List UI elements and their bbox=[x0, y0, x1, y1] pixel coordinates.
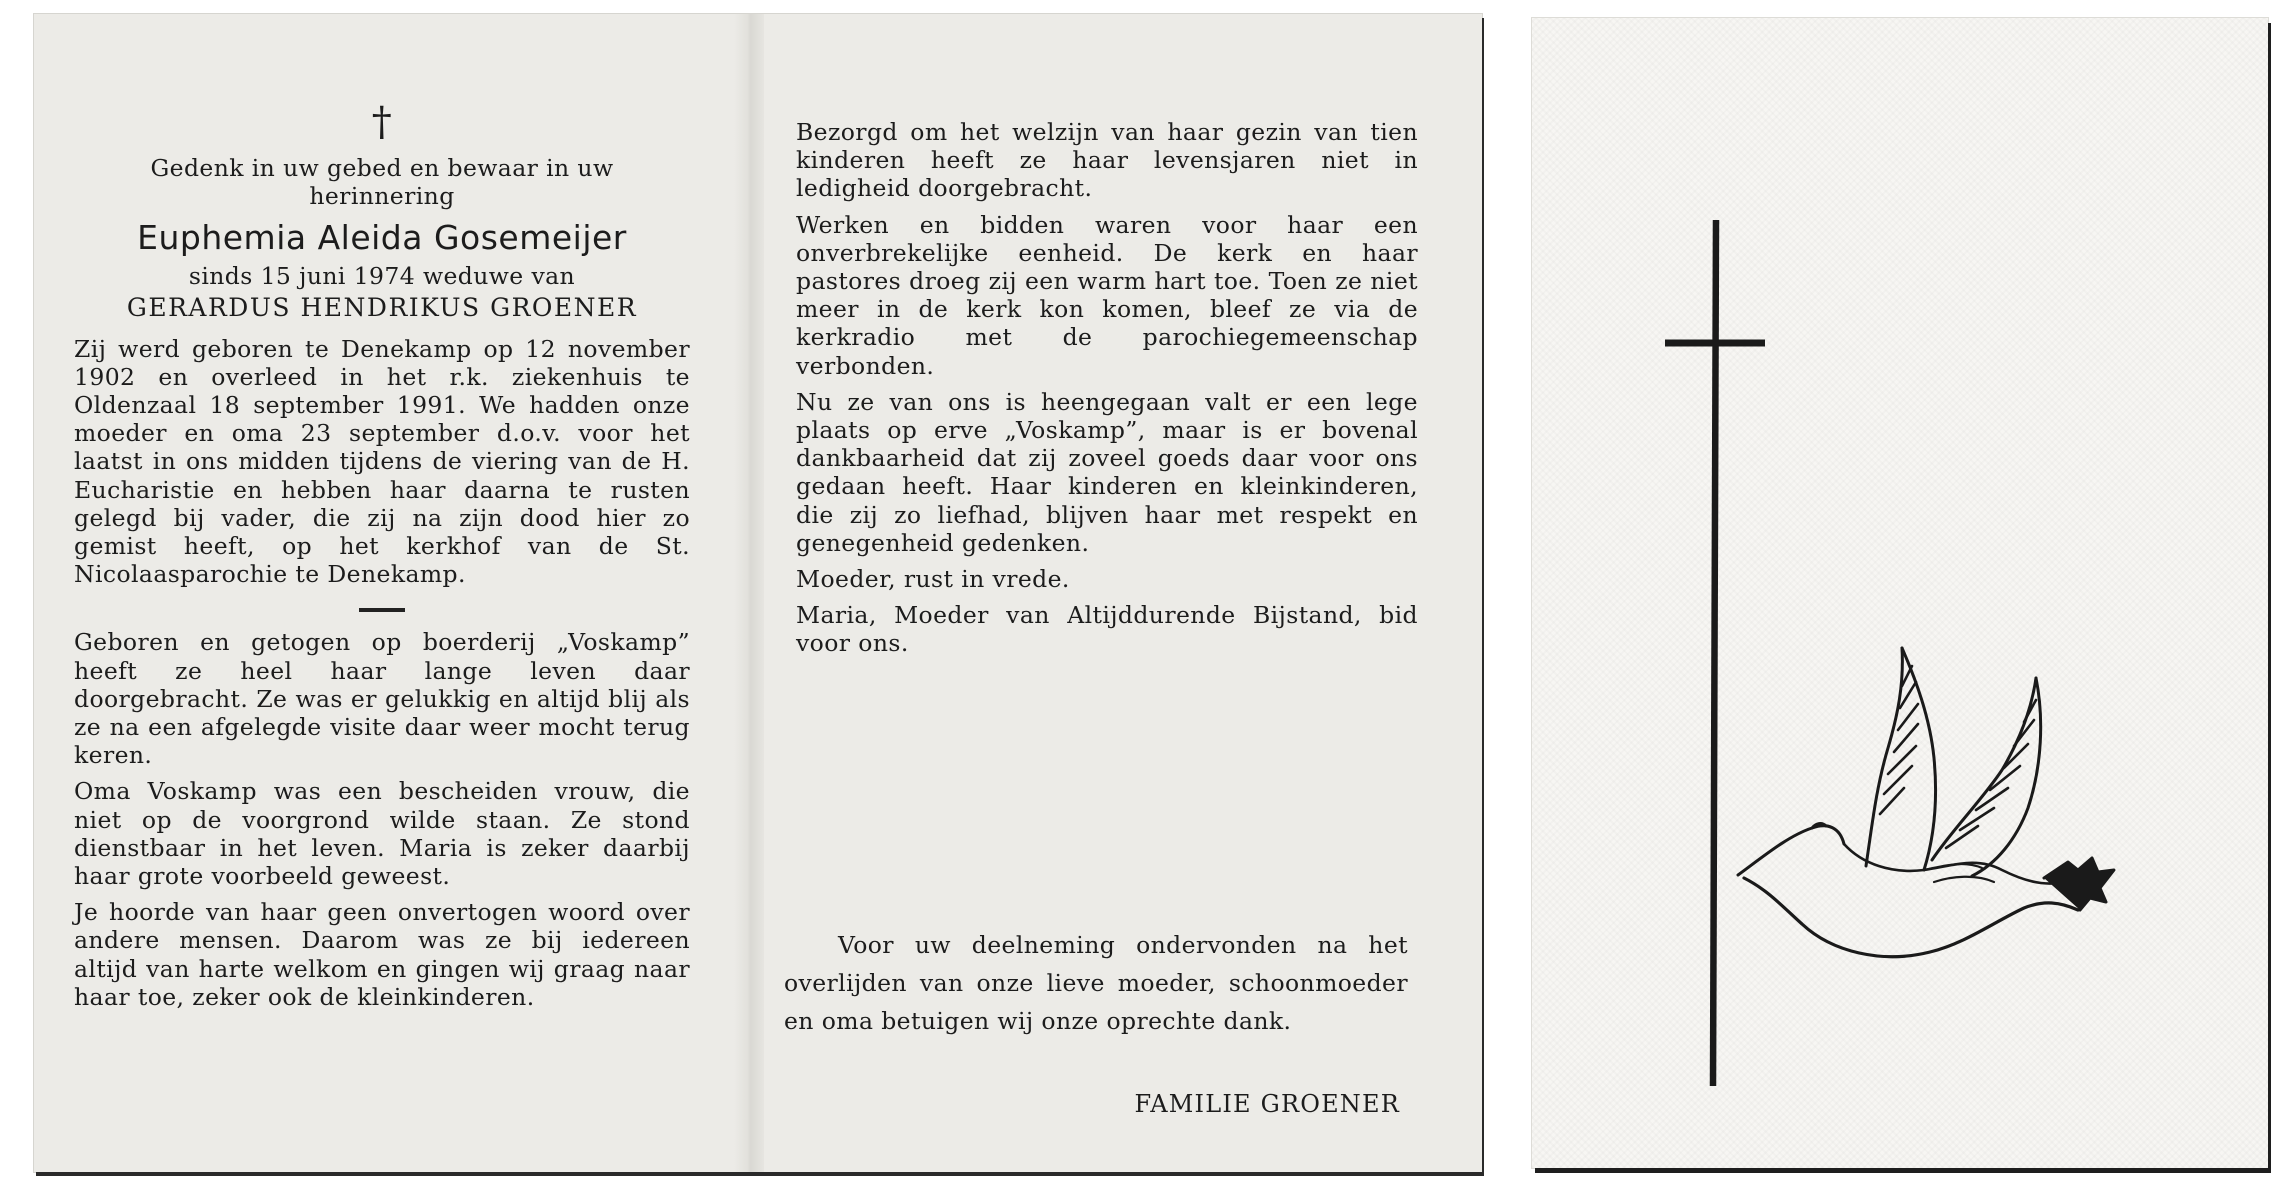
small-cross-icon: † bbox=[371, 99, 393, 145]
husband-name: GERARDUS HENDRIKUS GROENER bbox=[126, 292, 638, 322]
cross-icon bbox=[1665, 220, 1765, 1086]
divider bbox=[359, 608, 405, 612]
cover-art bbox=[1532, 18, 2268, 1168]
card-fold bbox=[734, 14, 764, 1172]
bio-text: Zij werd geboren te Denekamp op 12 november 1902 en overleed in het r.k. ziekenhuis te Oldenzaal 18 september 1991. We hadden onze moeder en oma 23 september d.o.v. voor het laatst in ons midden tijdens de viering van de H. Eucharistie en hebben haar daarna te rusten gelegd bij vader, die zij na zijn dood hier zo gemist heeft, op het kerkhof van de St. Nicolaasparochie te Denekamp. bbox=[74, 334, 690, 589]
left-page bbox=[74, 100, 690, 1019]
left-paragraph: Oma Voskamp was een bescheiden vrouw, die niet op de voorgrond wilde staan. Ze stond dienstbaar in het leven. Maria is zeker daarbij haar grote voorbeeld geweest. bbox=[74, 777, 690, 891]
signature: FAMILIE GROENER bbox=[1134, 1090, 1400, 1118]
right-page bbox=[796, 118, 1418, 666]
intro-text: Gedenk in uw gebed en bewaar in uw herinnering bbox=[150, 154, 614, 211]
right-paragraph: Werken en bidden waren voor haar een onverbrekelijke eenheid. De kerk en haar pastores droeg zij een warm hart toe. Toen ze niet meer in de kerk kon komen, bleef ze via de kerkradio met de parochiegemeenschap verbonden. bbox=[796, 210, 1418, 380]
right-paragraph: Maria, Moeder van Altijddurende Bijstand, bid voor ons. bbox=[796, 601, 1418, 658]
right-paragraph: Nu ze van ons is heengegaan valt er een lege plaats op erve „Voskamp”, maar is er bovenal dankbaarheid dat zij zoveel goeds daar voor ons gedaan heeft. Haar kinderen en kleinkinderen, die zij zo liefhad, blijven haar met respekt en genegenheid gedenken. bbox=[796, 387, 1418, 557]
deceased-name: Euphemia Aleida Gosemeijer bbox=[137, 218, 627, 258]
right-paragraph: Bezorgd om het welzijn van haar gezin van tien kinderen heeft ze haar levensjaren niet in ledigheid doorgebracht. bbox=[796, 118, 1418, 203]
dove-icon bbox=[1738, 648, 2114, 957]
left-paragraph: Geboren en getogen op boerderij „Voskamp” heeft ze heel haar lange leven daar doorgebracht. Ze was er gelukkig en altijd blij als ze na een afgelegde visite daar weer mocht terug keren. bbox=[74, 628, 690, 770]
right-paragraph: Moeder, rust in vrede. bbox=[796, 565, 1070, 594]
widow-line: sinds 15 juni 1974 weduwe van bbox=[188, 262, 576, 291]
thanks-text: Voor uw deelneming ondervonden na het overlijden van onze lieve moeder, schoonmoeder en oma betuigen wij onze oprechte dank. bbox=[784, 931, 1408, 1035]
left-paragraph: Je hoorde van haar geen onvertogen woord over andere mensen. Daarom was ze bij iedereen altijd van harte welkom en gingen wij graag naar haar toe, zeker ook de kleinkinderen. bbox=[74, 898, 690, 1011]
